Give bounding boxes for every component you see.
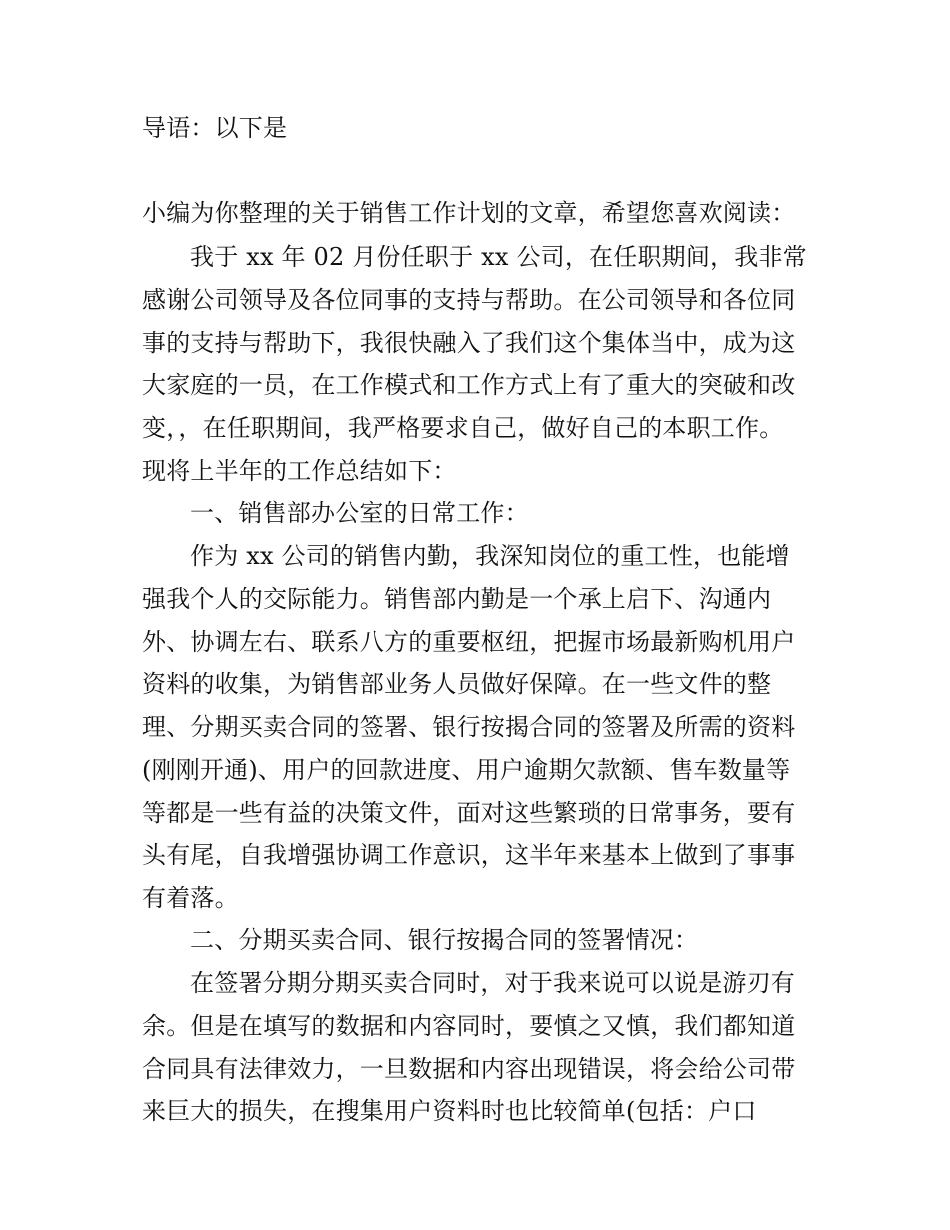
- section-heading: 一、销售部办公室的日常工作：: [190, 499, 529, 527]
- paragraph-line: (刚刚开通)、用户的回款进度、用户逾期欠款额、售车数量等: [142, 756, 791, 784]
- paragraph-line: 强我个人的交际能力。销售部内勤是一个承上启下、沟通内: [142, 585, 772, 613]
- paragraph-line: 有着落。: [142, 884, 239, 912]
- paragraph-line: 理、分期买卖合同的签署、银行按揭合同的签署及所需的资料: [142, 713, 796, 741]
- paragraph-line: 资料的收集，为销售部业务人员做好保障。在一些文件的整: [142, 670, 772, 698]
- paragraph-line: 外、协调左右、联系八方的重要枢纽，把握市场最新购机用户: [142, 628, 796, 656]
- paragraph-line: 在签署分期分期买卖合同时，对于我来说可以说是游刃有: [190, 969, 795, 997]
- paragraph-line: 事的支持与帮助下，我很快融入了我们这个集体当中，成为这: [142, 329, 796, 357]
- intro-label: 导语：以下是: [142, 114, 288, 142]
- paragraph-line: 我于 xx 年 02 月份任职于 xx 公司，在任职期间，我非常: [190, 243, 807, 271]
- paragraph-line: 来巨大的损失，在搜集用户资料时也比较简单(包括：户口: [142, 1097, 757, 1125]
- intro-continuation: 小编为你整理的关于销售工作计划的文章，希望您喜欢阅读：: [142, 199, 796, 227]
- paragraph-line: 余。但是在填写的数据和内容同时，要慎之又慎，我们都知道: [142, 1012, 796, 1040]
- section-heading: 二、分期买卖合同、银行按揭合同的签署情况：: [190, 926, 699, 954]
- paragraph-line: 合同具有法律效力，一旦数据和内容出现错误，将会给公司带: [142, 1055, 796, 1083]
- paragraph-line: 感谢公司领导及各位同事的支持与帮助。在公司领导和各位同: [142, 286, 796, 314]
- paragraph-line: 等都是一些有益的决策文件，面对这些繁琐的日常事务，要有: [142, 799, 796, 827]
- paragraph-line: 现将上半年的工作总结如下：: [142, 457, 457, 485]
- paragraph-line: 大家庭的一员，在工作模式和工作方式上有了重大的突破和改: [142, 371, 796, 399]
- paragraph-line: 头有尾，自我增强协调工作意识，这半年来基本上做到了事事: [142, 841, 796, 869]
- paragraph-line: 作为 xx 公司的销售内勤，我深知岗位的重工性，也能增: [190, 542, 790, 570]
- paragraph-line: 变，，在任职期间，我严格要求自己，做好自己的本职工作。: [142, 414, 784, 442]
